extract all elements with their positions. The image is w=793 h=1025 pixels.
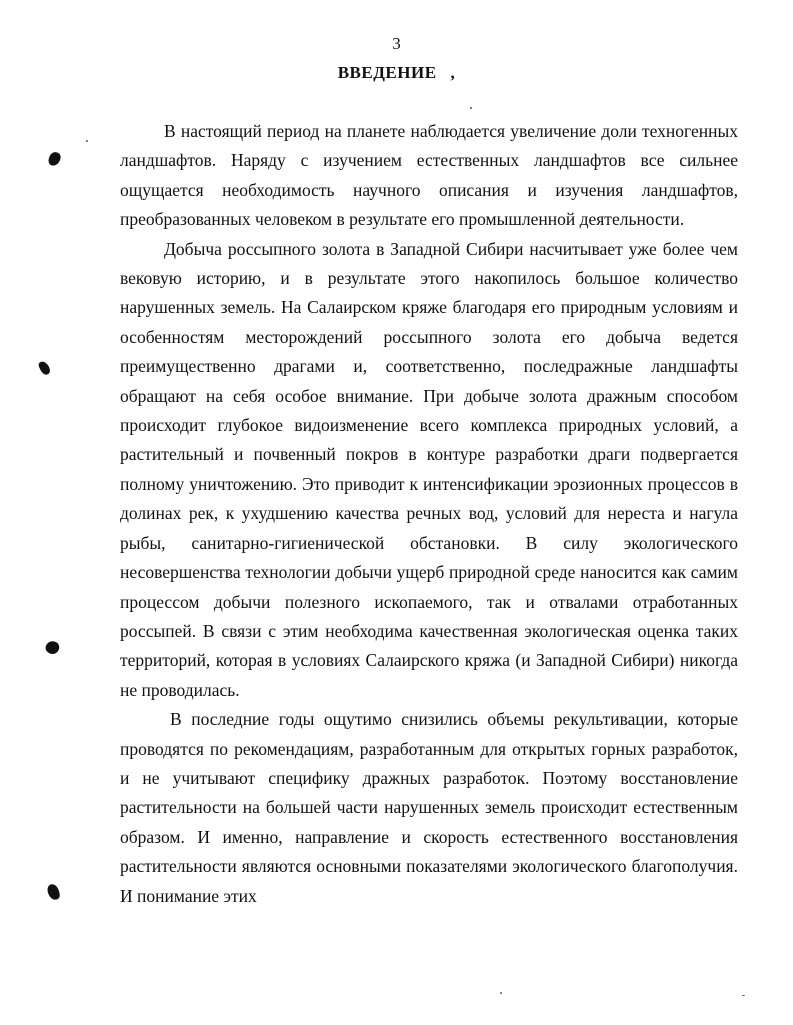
punch-hole-mark [43,638,61,656]
scan-speck [470,107,472,109]
section-heading [0,63,793,83]
paragraph-2: Добыча россыпного золота в Западной Сибири насчитывает уже более чем вековую историю, и в результате этого накопилось большое количество нарушенных земель. На Салаирском кряже благодаря его природным условиям и особенностям месторождений россыпного золота его добыча ведется преимущественно драгами и, соответственно, последражные ландшафты обращают на себя особое внимание. При добыче золота дражным способом происходит глубокое видоизменение всего комплекса природных условий, а растительный и почвенный покров в контуре разработки драги подвергается полному уничтожению. Это приводит к интенсификации эрозионных процессов в долинах рек, к ухудшению качества речных вод, условий для нереста и нагула рыбы, санитарно-гигиенической обстановки. В силу экологического несовершенства технологии добычи ущерб природной среде наносится как самим процессом добычи полезного ископаемого, так и отвалами отработанных россыпей. В связи с этим необходима качественная экологическая оценка таких территорий, которая в условиях Салаирского кряжа (и Западной Сибири) никогда не проводилась. [120,238,738,700]
punch-hole-mark [46,883,61,901]
scan-speck [500,992,502,994]
heading-mark: , [450,63,456,82]
heading-text: ВВЕДЕНИЕ [337,63,437,82]
punch-hole-mark [47,151,62,168]
scan-speck [742,995,745,996]
body-text [120,117,738,911]
page-number: 3 [392,34,401,53]
scan-speck [86,140,88,142]
punch-hole-mark [37,360,51,376]
paragraph-1: В настоящий период на планете наблюдается увеличение доли техногенных ландшафтов. Наряду с изучением естественных ландшафтов все сильнее ощущается необходимость научного описания и изучения ландшафтов, преобразованных человеком в результате его промышленной деятельности. [120,121,738,230]
paragraph-3: В последние годы ощутимо снизились объемы рекультивации, которые проводятся по рекомендациям, разработанным для открытых горных разработок, и не учитывают специфику дражных разработок. Поэтому восстановление растительности на большей части нарушенных земель происходит естественным образом. И именно, направление и скорость естественного восстановления растительности являются основными показателями экологического благополучия. И понимание этих [120,709,738,906]
